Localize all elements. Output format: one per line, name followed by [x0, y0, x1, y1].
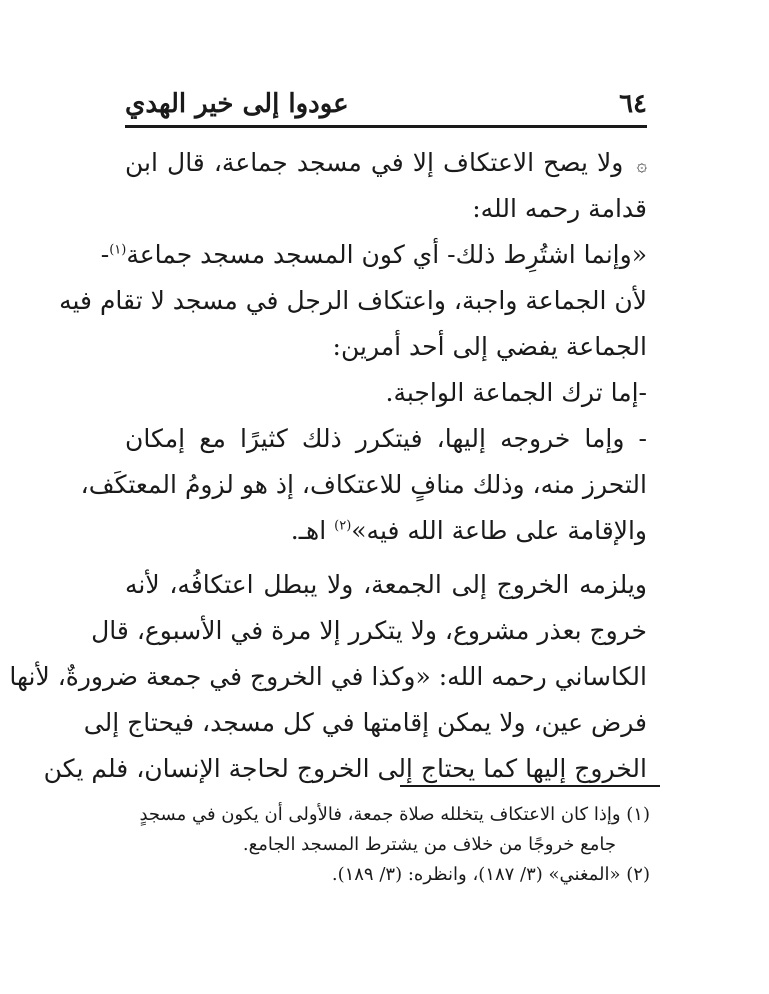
- footnote-2: (٢) «المغني» (٣/ ١٨٧)، وانظره: (٣/ ١٨٩).: [331, 864, 650, 885]
- body-line-9: [125, 508, 647, 554]
- body-text: [9, 140, 647, 792]
- paragraph-gap: [125, 554, 647, 562]
- body-line-9-suffix: اهـ.: [290, 516, 335, 545]
- body-line-1: [125, 140, 647, 186]
- footnotes: [125, 800, 650, 890]
- body-line-6: -إما ترك الجماعة الواجبة.: [385, 378, 647, 407]
- body-line-2: قدامة رحمه الله:: [472, 194, 647, 223]
- running-title: عودوا إلى خير الهدي: [125, 89, 349, 119]
- body-line-14: الخروج إليها كما يحتاج إلى الخروج لحاجة الإنسان، فلم يكن: [43, 754, 647, 783]
- body-line-3-text: «وإنما اشتُرِط ذلك- أي كون المسجد مسجد جماعة: [126, 240, 647, 269]
- header-rule: [125, 125, 647, 128]
- body-line-5: الجماعة يفضي إلى أحد أمرين:: [332, 332, 647, 361]
- page-header: [125, 82, 647, 126]
- footnote-rule: [400, 785, 660, 787]
- ornament-icon: ۞: [636, 155, 647, 176]
- footnote-1-line-2: جامع خروجًا من خلاف من يشترط المسجد الجامع.: [242, 834, 616, 855]
- body-line-3-dash: -: [100, 240, 110, 269]
- body-line-13: فرض عين، ولا يمكن إقامتها في كل مسجد، فيحتاج إلى: [83, 708, 647, 737]
- body-line-10: ويلزمه الخروج إلى الجمعة، ولا يبطل اعتكافُه، لأنه: [125, 570, 647, 599]
- body-line-11: خروج بعذر مشروع، ولا يتكرر إلا مرة في الأسبوع، قال: [91, 616, 647, 645]
- body-line-12: الكاساني رحمه الله: «وكذا في الخروج في جمعة ضرورةٌ، لأنها: [9, 662, 647, 691]
- footnote-ref-2[interactable]: (٢): [334, 518, 352, 534]
- body-line-8: التحرز منه، وذلك منافٍ للاعتكاف، إذ هو لزومُ المعتكَف،: [80, 470, 647, 499]
- page-number: ٦٤: [619, 89, 647, 119]
- footnote-1-line-1: (١) وإذا كان الاعتكاف يتخلله صلاة جمعة، فالأولى أن يكون في مسجدٍ: [139, 804, 650, 825]
- body-line-1-text: ولا يصح الاعتكاف إلا في مسجد جماعة، قال ابن: [125, 148, 624, 177]
- body-line-7: - وإما خروجه إليها، فيتكرر ذلك كثيرًا مع إمكان: [125, 424, 647, 453]
- footnote-ref-1[interactable]: (١): [109, 242, 127, 258]
- body-line-9-text: والإقامة على طاعة الله فيه»: [351, 516, 647, 545]
- body-line-3: [100, 232, 647, 278]
- body-line-4: لأن الجماعة واجبة، واعتكاف الرجل في مسجد لا تقام فيه: [59, 286, 647, 315]
